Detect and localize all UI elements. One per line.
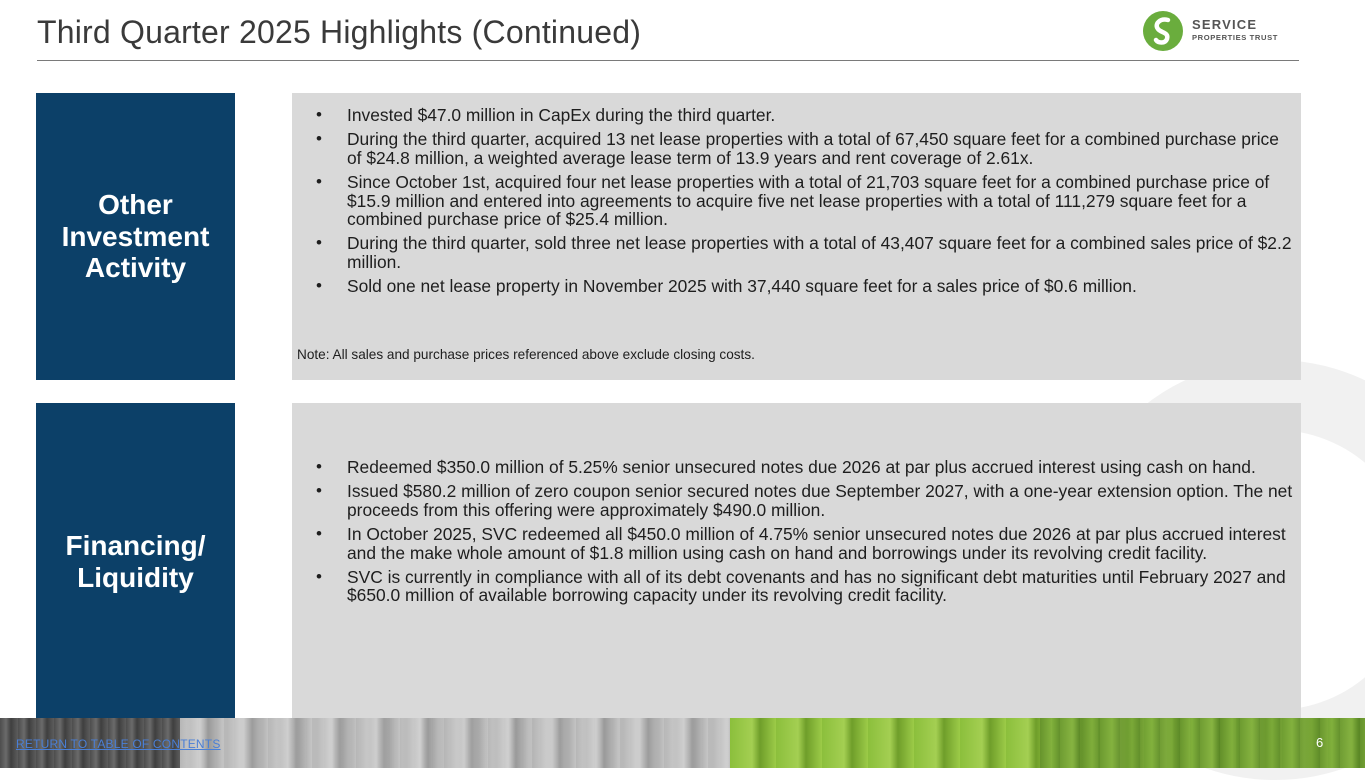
section-content-financing-liquidity xyxy=(292,403,1301,721)
company-logo xyxy=(1142,10,1302,54)
bullet-text: Issued $580.2 million of zero coupon senior secured notes due September 2027, with a one-year extension option. The net proceeds from this offering were approximately $490.0 million. xyxy=(347,481,1293,520)
logo-line-2: PROPERTIES TRUST xyxy=(1192,33,1278,42)
footnote: Note: All sales and purchase prices referenced above exclude closing costs. xyxy=(297,347,755,362)
footer-building-image xyxy=(180,718,740,768)
bullet-text: Redeemed $350.0 million of 5.25% senior unsecured notes due 2026 at par plus accrued interest using cash on hand. xyxy=(347,457,1256,477)
bullet-text: Sold one net lease property in November 2025 with 37,440 square feet for a sales price of $0.6 million. xyxy=(347,276,1137,297)
bullet-icon: • xyxy=(316,129,322,149)
section-label-line: Investment xyxy=(61,220,210,252)
bullet-text: During the third quarter, sold three net lease properties with a total of 43,407 square feet for a combined sales price of $2.2 million. xyxy=(347,233,1292,272)
section-label-line: Liquidity xyxy=(77,562,194,593)
bullet-item xyxy=(314,173,1295,228)
page-title: Third Quarter 2025 Highlights (Continued) xyxy=(37,14,642,50)
bullet-text: During the third quarter, acquired 13 net lease properties with a total of 67,450 square feet for a combined purchase price of $24.8 million, a weighted average lease term of 13.9 years and rent coverage of 2.61x. xyxy=(347,129,1279,168)
page-number: 6 xyxy=(1316,735,1324,750)
bullet-item xyxy=(314,458,1295,476)
bullet-icon: • xyxy=(316,105,322,124)
bullet-icon: • xyxy=(316,276,322,296)
bullet-icon: • xyxy=(316,524,322,544)
bullet-item xyxy=(314,106,1295,124)
bullet-icon: • xyxy=(316,481,322,501)
logo-line-1: SERVICE xyxy=(1192,17,1258,32)
bullet-list xyxy=(314,458,1295,605)
bullet-item xyxy=(314,130,1295,167)
section-label-line: Activity xyxy=(84,252,187,284)
bullet-item xyxy=(314,277,1295,295)
bullet-icon: • xyxy=(316,233,322,253)
logo-wordmark xyxy=(1192,18,1278,42)
section-content-other-investment xyxy=(292,93,1301,380)
section-label-line: Financing/ xyxy=(65,530,206,562)
title-divider xyxy=(37,60,1299,61)
section-label-financing-liquidity xyxy=(36,403,235,721)
bullet-text: Since October 1st, acquired four net lease properties with a total of 21,703 square feet for a combined purchase price of $15.9 million and entered into agreements to acquire five net lease properties with a total of 111,279 square feet for a combined purchase price of $25.4 million. xyxy=(347,172,1270,230)
bullet-icon: • xyxy=(316,172,322,192)
section-label-other-investment xyxy=(36,93,235,380)
return-to-toc-link[interactable]: RETURN TO TABLE OF CONTENTS xyxy=(16,737,221,751)
bullet-icon: • xyxy=(316,457,322,476)
logo-mark-icon xyxy=(1142,10,1184,52)
bullet-text: SVC is currently in compliance with all of its debt covenants and has no significant debt maturities until February 2027 and $650.0 million of available borrowing capacity under its revolving credit facility. xyxy=(347,567,1286,606)
bullet-text: Invested $47.0 million in CapEx during the third quarter. xyxy=(347,105,776,125)
bullet-item xyxy=(314,568,1295,605)
bullet-icon: • xyxy=(316,567,322,587)
bullet-text: In October 2025, SVC redeemed all $450.0 million of 4.75% senior unsecured notes due 2026 at par plus accrued interest and the make whole amount of $1.8 million using cash on hand and borrowings under its revolving credit facility. xyxy=(347,524,1286,563)
bullet-item xyxy=(314,234,1295,271)
section-label-line: Other xyxy=(98,188,173,220)
bullet-list xyxy=(314,106,1295,296)
bullet-item xyxy=(314,525,1295,562)
bullet-item xyxy=(314,482,1295,519)
